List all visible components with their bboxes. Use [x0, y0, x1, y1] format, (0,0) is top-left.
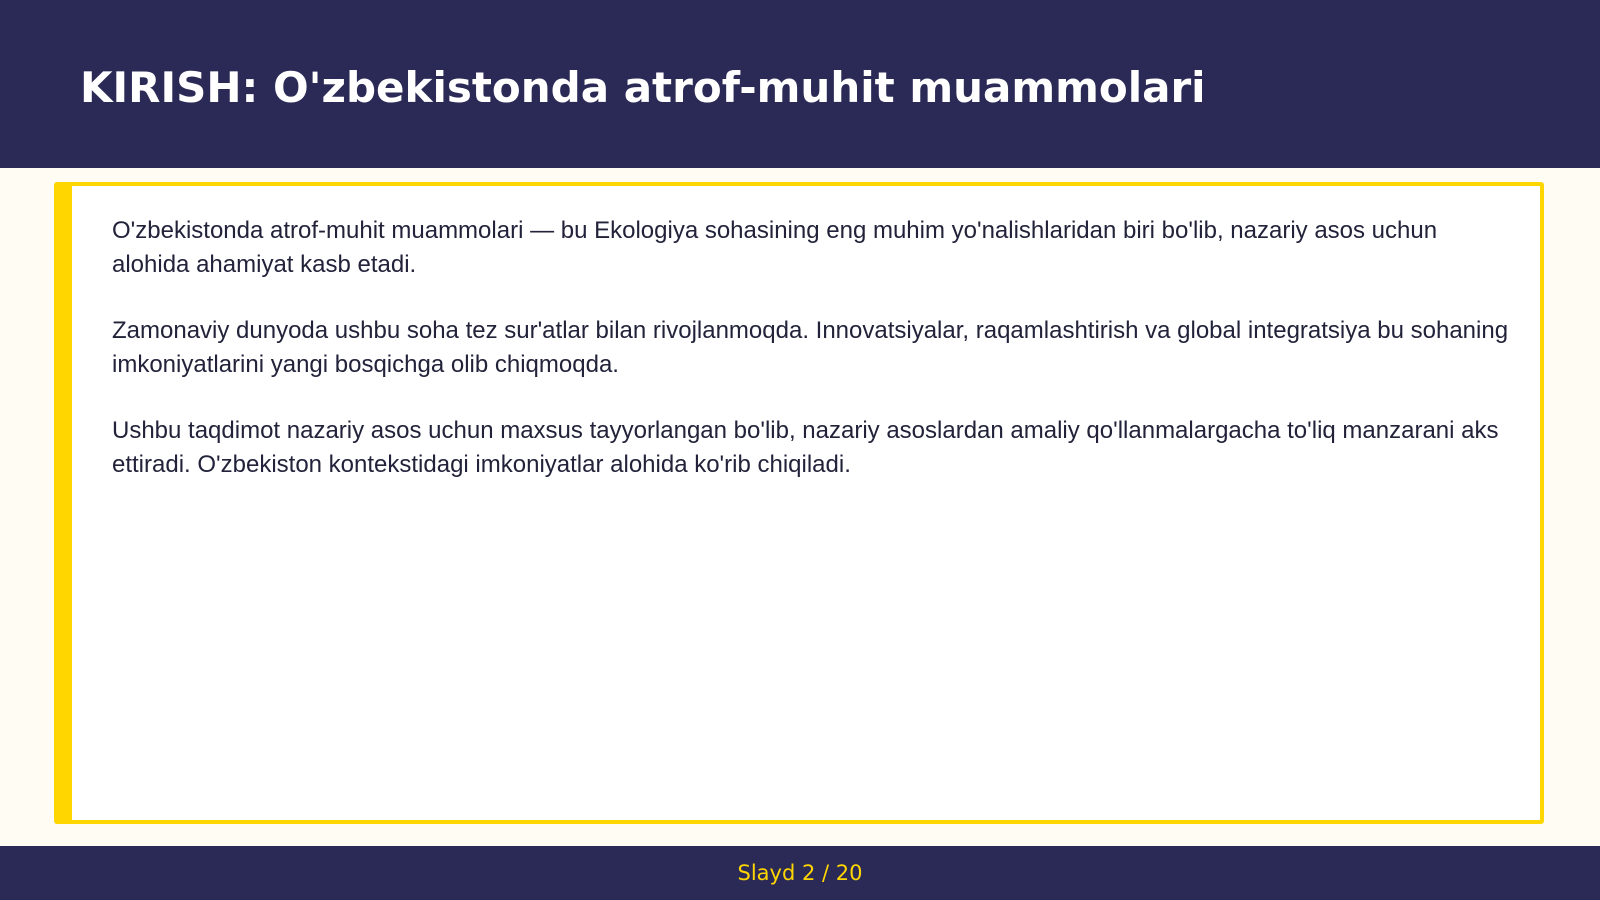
- paragraph-2: Zamonaviy dunyoda ushbu soha tez sur'atlar bilan rivojlanmoqda. Innovatsiyalar, raqamlashtirish va global integratsiya bu sohaning imkoniyatlarini yangi bosqichga olib chiqmoqda.: [112, 317, 1509, 378]
- content-paragraphs: [112, 214, 1512, 514]
- slide-counter: Slayd 2 / 20: [737, 861, 863, 885]
- paragraph-3: Ushbu taqdimot nazariy asos uchun maxsus tayyorlangan bo'lib, nazariy asoslardan amaliy qo'llanmalargacha to'liq manzarani aks ettiradi. O'zbekiston kontekstidagi imkoniyatlar alohida ko'rib chiqiladi.: [112, 417, 1499, 478]
- paragraph-1: O'zbekistonda atrof-muhit muammolari — bu Ekologiya sohasining eng muhim yo'nalishlaridan biri bo'lib, nazariy asos uchun alohida ahamiyat kasb etadi.: [112, 217, 1438, 278]
- slide-footer: [0, 846, 1600, 900]
- content-card: [54, 182, 1544, 824]
- slide-header: [0, 0, 1600, 168]
- slide-title: KIRISH: O'zbekistonda atrof-muhit muammolari: [80, 63, 1206, 112]
